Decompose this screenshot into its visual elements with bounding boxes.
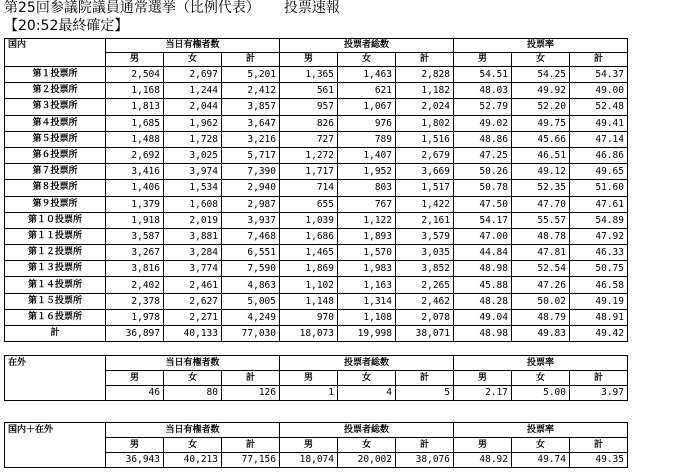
value-cell: 1,463 — [338, 67, 396, 83]
table-row — [5, 212, 628, 228]
column-header: 女 — [164, 371, 222, 386]
value-cell: 2,987 — [222, 196, 280, 212]
value-cell: 1,918 — [106, 212, 164, 228]
row-label: 第１３投票所 — [5, 261, 106, 277]
value-cell: 714 — [280, 180, 338, 196]
section-label: 国内＋在外 — [5, 423, 106, 438]
value-cell: 1,728 — [164, 131, 222, 147]
value-cell: 7,590 — [222, 261, 280, 277]
value-cell: 36,943 — [106, 453, 164, 468]
header-blank — [5, 371, 106, 386]
value-cell: 47.61 — [570, 196, 628, 212]
value-cell: 1,182 — [396, 83, 454, 99]
value-cell: 2,692 — [106, 147, 164, 163]
domestic-rows — [5, 67, 628, 342]
table-row — [5, 115, 628, 131]
value-cell: 1,978 — [106, 309, 164, 325]
column-header: 女 — [512, 438, 570, 453]
table-row — [5, 83, 628, 99]
value-cell: 3,937 — [222, 212, 280, 228]
value-cell: 47.14 — [570, 131, 628, 147]
value-cell: 789 — [338, 131, 396, 147]
group-header: 投票率 — [454, 356, 628, 371]
value-cell: 3,852 — [396, 261, 454, 277]
value-cell: 1,983 — [338, 261, 396, 277]
value-cell: 48.79 — [512, 309, 570, 325]
row-label: 第４投票所 — [5, 115, 106, 131]
value-cell: 40,213 — [164, 453, 222, 468]
value-cell: 46.86 — [570, 147, 628, 163]
value-cell: 1,379 — [106, 196, 164, 212]
column-header: 男 — [106, 53, 164, 67]
value-cell: 54.17 — [454, 212, 512, 228]
value-cell: 48.91 — [570, 309, 628, 325]
value-cell: 50.78 — [454, 180, 512, 196]
value-cell: 1,148 — [280, 293, 338, 309]
value-cell: 38,071 — [396, 326, 454, 342]
value-cell: 1,067 — [338, 99, 396, 115]
value-cell: 49.42 — [570, 326, 628, 342]
value-cell: 2,265 — [396, 277, 454, 293]
column-header: 計 — [222, 371, 280, 386]
value-cell: 36,897 — [106, 326, 164, 342]
value-cell: 1,517 — [396, 180, 454, 196]
value-cell: 1,122 — [338, 212, 396, 228]
section-label: 国内 — [5, 39, 106, 53]
value-cell: 48.92 — [454, 453, 512, 468]
row-label: 第６投票所 — [5, 147, 106, 163]
value-cell: 47.25 — [454, 147, 512, 163]
row-label: 第１投票所 — [5, 67, 106, 83]
value-cell: 49.83 — [512, 326, 570, 342]
value-cell: 54.25 — [512, 67, 570, 83]
value-cell: 50.02 — [512, 293, 570, 309]
combined-results-table — [4, 422, 628, 468]
value-cell: 49.00 — [570, 83, 628, 99]
value-cell: 18,073 — [280, 326, 338, 342]
value-cell: 5.00 — [512, 386, 570, 401]
value-cell: 1,108 — [338, 309, 396, 325]
value-cell: 5,005 — [222, 293, 280, 309]
value-cell: 4 — [338, 386, 396, 401]
column-header-row — [5, 371, 628, 386]
value-cell: 47.81 — [512, 245, 570, 261]
table-row — [5, 196, 628, 212]
value-cell: 3,579 — [396, 228, 454, 244]
value-cell: 44.84 — [454, 245, 512, 261]
group-header-row — [5, 423, 628, 438]
value-cell: 1,534 — [164, 180, 222, 196]
value-cell: 7,390 — [222, 164, 280, 180]
value-cell: 1,272 — [280, 147, 338, 163]
value-cell: 4,249 — [222, 309, 280, 325]
column-header: 男 — [454, 53, 512, 67]
value-cell: 767 — [338, 196, 396, 212]
value-cell: 49.02 — [454, 115, 512, 131]
value-cell: 54.89 — [570, 212, 628, 228]
value-cell: 46.51 — [512, 147, 570, 163]
value-cell: 47.92 — [570, 228, 628, 244]
value-cell: 3,816 — [106, 261, 164, 277]
value-cell: 2,504 — [106, 67, 164, 83]
value-cell: 46.33 — [570, 245, 628, 261]
value-cell: 1 — [280, 386, 338, 401]
value-cell: 19,998 — [338, 326, 396, 342]
value-cell: 1,365 — [280, 67, 338, 83]
table-row — [5, 293, 628, 309]
value-cell: 54.37 — [570, 67, 628, 83]
value-cell: 3.97 — [570, 386, 628, 401]
value-cell: 52.35 — [512, 180, 570, 196]
table-row — [5, 180, 628, 196]
value-cell: 621 — [338, 83, 396, 99]
table-row — [5, 67, 628, 83]
value-cell: 47.00 — [454, 228, 512, 244]
value-cell: 52.79 — [454, 99, 512, 115]
value-cell: 40,133 — [164, 326, 222, 342]
value-cell: 18,074 — [280, 453, 338, 468]
value-cell: 7,468 — [222, 228, 280, 244]
value-cell: 1,802 — [396, 115, 454, 131]
value-cell: 48.98 — [454, 261, 512, 277]
value-cell: 126 — [222, 386, 280, 401]
value-cell: 1,488 — [106, 131, 164, 147]
domestic-results-table — [4, 38, 628, 342]
value-cell: 1,717 — [280, 164, 338, 180]
value-cell: 976 — [338, 115, 396, 131]
value-cell: 3,267 — [106, 245, 164, 261]
column-header: 計 — [222, 438, 280, 453]
value-cell: 4,863 — [222, 277, 280, 293]
value-cell: 48.28 — [454, 293, 512, 309]
row-label: 第２投票所 — [5, 83, 106, 99]
row-label: 第９投票所 — [5, 196, 106, 212]
title-suffix: 投票速報 — [283, 0, 340, 16]
value-cell: 826 — [280, 115, 338, 131]
value-cell: 49.65 — [570, 164, 628, 180]
row-label: 第３投票所 — [5, 99, 106, 115]
value-cell: 2,940 — [222, 180, 280, 196]
value-cell: 1,570 — [338, 245, 396, 261]
value-cell: 49.35 — [570, 453, 628, 468]
value-cell: 49.04 — [454, 309, 512, 325]
column-header: 男 — [280, 438, 338, 453]
table-row — [5, 245, 628, 261]
group-header: 投票者総数 — [280, 39, 454, 53]
value-cell: 957 — [280, 99, 338, 115]
column-header: 男 — [106, 438, 164, 453]
row-label: 第７投票所 — [5, 164, 106, 180]
value-cell: 1,813 — [106, 99, 164, 115]
value-cell: 1,685 — [106, 115, 164, 131]
value-cell: 3,025 — [164, 147, 222, 163]
group-header: 投票者総数 — [280, 356, 454, 371]
row-label: 計 — [5, 326, 106, 342]
row-blank — [5, 386, 106, 401]
value-cell: 2,402 — [106, 277, 164, 293]
row-label: 第１５投票所 — [5, 293, 106, 309]
value-cell: 970 — [280, 309, 338, 325]
value-cell: 47.70 — [512, 196, 570, 212]
value-cell: 20,002 — [338, 453, 396, 468]
value-cell: 54.51 — [454, 67, 512, 83]
group-header: 投票者総数 — [280, 423, 454, 438]
value-cell: 45.88 — [454, 277, 512, 293]
value-cell: 48.78 — [512, 228, 570, 244]
value-cell: 1,465 — [280, 245, 338, 261]
value-cell: 50.26 — [454, 164, 512, 180]
value-cell: 46 — [106, 386, 164, 401]
value-cell: 50.75 — [570, 261, 628, 277]
value-cell: 3,416 — [106, 164, 164, 180]
column-header: 女 — [338, 371, 396, 386]
value-cell: 2,697 — [164, 67, 222, 83]
value-cell: 2,161 — [396, 212, 454, 228]
value-cell: 1,686 — [280, 228, 338, 244]
value-cell: 2,412 — [222, 83, 280, 99]
page-title — [4, 0, 340, 17]
value-cell: 1,168 — [106, 83, 164, 99]
table-row — [5, 131, 628, 147]
column-header-row — [5, 438, 628, 453]
title-text: 第25回参議院議員通常選挙（比例代表） — [4, 0, 260, 16]
value-cell: 47.26 — [512, 277, 570, 293]
group-header: 当日有権者数 — [106, 356, 280, 371]
group-header: 投票率 — [454, 39, 628, 53]
value-cell: 2,462 — [396, 293, 454, 309]
group-header-row — [5, 356, 628, 371]
value-cell: 49.12 — [512, 164, 570, 180]
overseas-results-table — [4, 355, 628, 401]
value-cell: 48.98 — [454, 326, 512, 342]
value-cell: 2,044 — [164, 99, 222, 115]
column-header: 男 — [454, 438, 512, 453]
row-label: 第５投票所 — [5, 131, 106, 147]
value-cell: 3,216 — [222, 131, 280, 147]
value-cell: 49.41 — [570, 115, 628, 131]
value-cell: 1,869 — [280, 261, 338, 277]
value-cell: 561 — [280, 83, 338, 99]
overseas-data-row — [5, 386, 628, 401]
row-label: 第１２投票所 — [5, 245, 106, 261]
value-cell: 2,019 — [164, 212, 222, 228]
column-header: 女 — [164, 438, 222, 453]
value-cell: 3,881 — [164, 228, 222, 244]
group-header: 当日有権者数 — [106, 39, 280, 53]
value-cell: 48.86 — [454, 131, 512, 147]
value-cell: 46.58 — [570, 277, 628, 293]
header-blank — [5, 53, 106, 67]
value-cell: 2,461 — [164, 277, 222, 293]
value-cell: 38,076 — [396, 453, 454, 468]
value-cell: 1,952 — [338, 164, 396, 180]
table-row — [5, 99, 628, 115]
column-header: 計 — [396, 371, 454, 386]
table-row — [5, 309, 628, 325]
value-cell: 49.92 — [512, 83, 570, 99]
value-cell: 48.03 — [454, 83, 512, 99]
value-cell: 45.66 — [512, 131, 570, 147]
table-row — [5, 261, 628, 277]
column-header: 男 — [106, 371, 164, 386]
column-header: 計 — [396, 53, 454, 67]
table-row — [5, 164, 628, 180]
value-cell: 49.19 — [570, 293, 628, 309]
total-row — [5, 326, 628, 342]
value-cell: 3,284 — [164, 245, 222, 261]
row-label: 第１６投票所 — [5, 309, 106, 325]
value-cell: 5,201 — [222, 67, 280, 83]
value-cell: 55.57 — [512, 212, 570, 228]
column-header: 男 — [280, 53, 338, 67]
value-cell: 3,974 — [164, 164, 222, 180]
value-cell: 3,857 — [222, 99, 280, 115]
value-cell: 1,962 — [164, 115, 222, 131]
value-cell: 2,627 — [164, 293, 222, 309]
combined-data-row — [5, 453, 628, 468]
value-cell: 47.50 — [454, 196, 512, 212]
value-cell: 2,024 — [396, 99, 454, 115]
table-row — [5, 277, 628, 293]
value-cell: 1,422 — [396, 196, 454, 212]
table-row — [5, 147, 628, 163]
value-cell: 1,244 — [164, 83, 222, 99]
value-cell: 1,406 — [106, 180, 164, 196]
column-header: 計 — [570, 53, 628, 67]
value-cell: 2,078 — [396, 309, 454, 325]
row-label: 第８投票所 — [5, 180, 106, 196]
value-cell: 6,551 — [222, 245, 280, 261]
column-header: 女 — [512, 53, 570, 67]
value-cell: 655 — [280, 196, 338, 212]
value-cell: 3,774 — [164, 261, 222, 277]
column-header: 女 — [512, 371, 570, 386]
value-cell: 51.60 — [570, 180, 628, 196]
column-header: 計 — [570, 371, 628, 386]
table-row — [5, 228, 628, 244]
column-header-row — [5, 53, 628, 67]
column-header: 男 — [280, 371, 338, 386]
value-cell: 77,156 — [222, 453, 280, 468]
value-cell: 2,828 — [396, 67, 454, 83]
value-cell: 1,893 — [338, 228, 396, 244]
value-cell: 3,647 — [222, 115, 280, 131]
group-header-row — [5, 39, 628, 53]
value-cell: 49.74 — [512, 453, 570, 468]
row-blank — [5, 453, 106, 468]
column-header: 計 — [222, 53, 280, 67]
value-cell: 1,039 — [280, 212, 338, 228]
row-label: 第１１投票所 — [5, 228, 106, 244]
status-line: 【20:52最終確定】 — [4, 18, 129, 34]
value-cell: 3,587 — [106, 228, 164, 244]
value-cell: 803 — [338, 180, 396, 196]
value-cell: 1,516 — [396, 131, 454, 147]
value-cell: 5 — [396, 386, 454, 401]
value-cell: 2,271 — [164, 309, 222, 325]
value-cell: 52.20 — [512, 99, 570, 115]
value-cell: 49.75 — [512, 115, 570, 131]
value-cell: 1,163 — [338, 277, 396, 293]
value-cell: 2.17 — [454, 386, 512, 401]
column-header: 計 — [396, 438, 454, 453]
value-cell: 3,669 — [396, 164, 454, 180]
value-cell: 2,378 — [106, 293, 164, 309]
column-header: 女 — [338, 53, 396, 67]
column-header: 女 — [164, 53, 222, 67]
value-cell: 727 — [280, 131, 338, 147]
header-blank — [5, 438, 106, 453]
value-cell: 52.48 — [570, 99, 628, 115]
row-label: 第１４投票所 — [5, 277, 106, 293]
column-header: 男 — [454, 371, 512, 386]
section-label: 在外 — [5, 356, 106, 371]
value-cell: 1,407 — [338, 147, 396, 163]
value-cell: 5,717 — [222, 147, 280, 163]
group-header: 投票率 — [454, 423, 628, 438]
value-cell: 1,102 — [280, 277, 338, 293]
value-cell: 80 — [164, 386, 222, 401]
value-cell: 1,314 — [338, 293, 396, 309]
group-header: 当日有権者数 — [106, 423, 280, 438]
value-cell: 77,030 — [222, 326, 280, 342]
value-cell: 1,608 — [164, 196, 222, 212]
value-cell: 2,679 — [396, 147, 454, 163]
value-cell: 3,035 — [396, 245, 454, 261]
column-header: 計 — [570, 438, 628, 453]
value-cell: 52.54 — [512, 261, 570, 277]
column-header: 女 — [338, 438, 396, 453]
row-label: 第１０投票所 — [5, 212, 106, 228]
